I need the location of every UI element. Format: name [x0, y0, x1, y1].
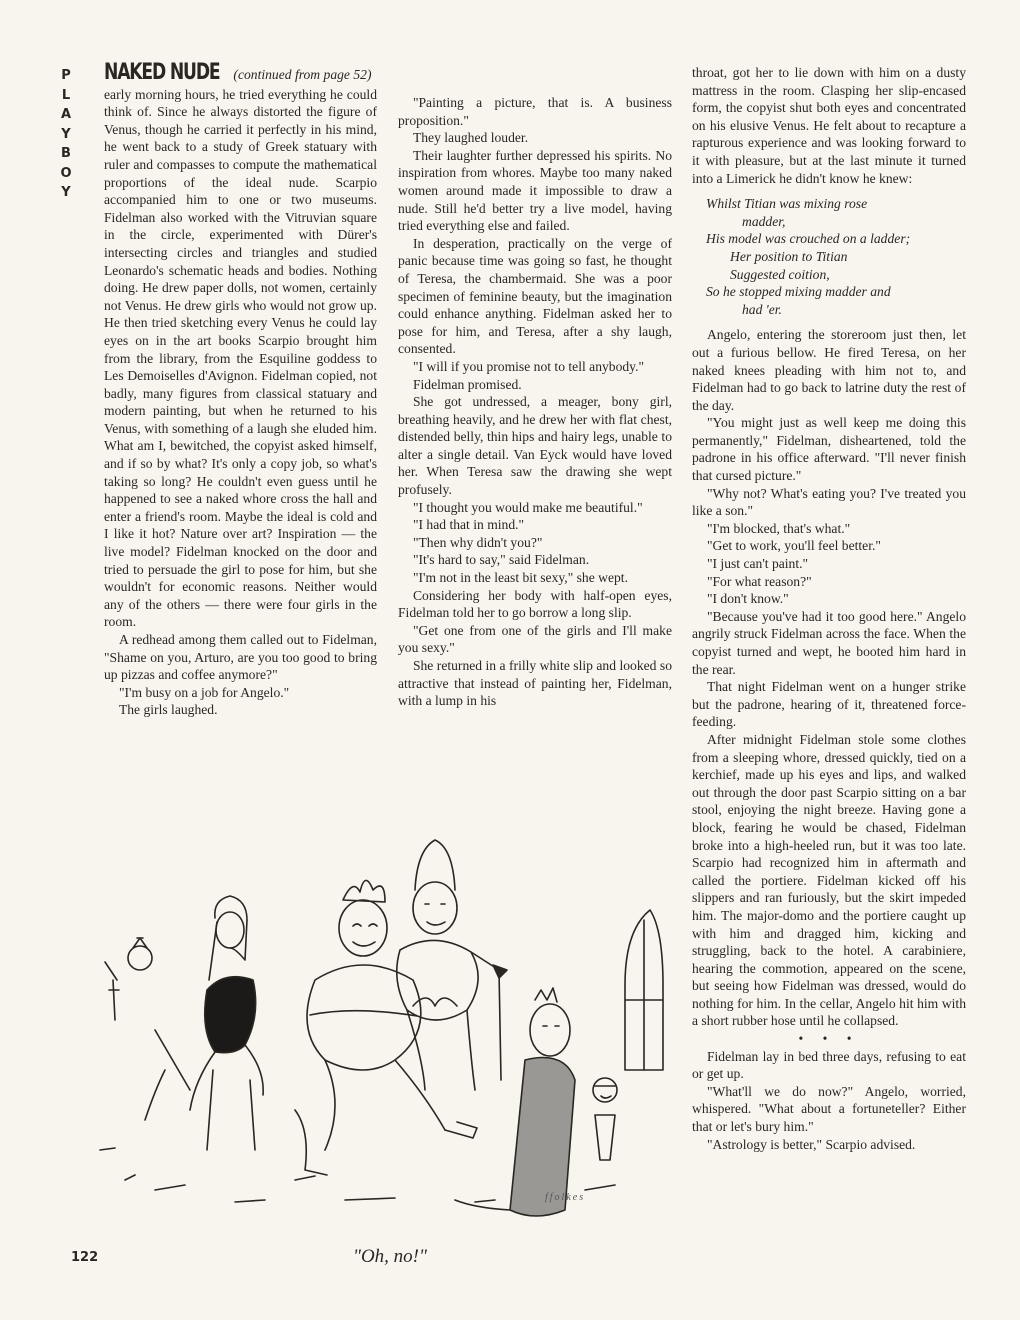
column-1	[104, 60, 377, 719]
tall-woman-figure	[397, 840, 507, 1090]
poem-line: Suggested coition,	[730, 266, 830, 282]
limerick	[706, 195, 966, 318]
article-header	[104, 60, 377, 85]
article-title: NAKED NUDE	[104, 60, 220, 85]
masthead-letter: B	[61, 146, 71, 161]
masthead	[55, 66, 77, 203]
cartoon-caption: "Oh, no!"	[352, 1246, 427, 1267]
masthead-letter: P	[61, 68, 71, 83]
column-2	[398, 94, 672, 710]
paragraph: "Then why didn't you?"	[412, 534, 543, 550]
paragraph: "Astrology is better," Scarpio advised.	[706, 1136, 916, 1152]
kneeling-figure	[455, 988, 575, 1216]
paragraph: The girls laughed.	[118, 702, 218, 718]
paragraph: "I had that in mind."	[412, 517, 525, 533]
small-figure	[593, 1078, 617, 1160]
poem-line: had 'er.	[742, 301, 782, 317]
poem-line: Her position to Titian	[730, 248, 848, 264]
paragraph: "Because you've had it too good here." Angelo angrily struck Fidelman across the face. When the copyist turned and wept, he booted him hard in the rear.	[692, 608, 966, 677]
paragraph: Fidelman promised.	[412, 376, 522, 392]
crowned-figure	[295, 880, 477, 1175]
cartoon-illustration	[95, 830, 665, 1235]
artist-signature: ffolkes	[545, 1192, 586, 1203]
paragraph: Angelo, entering the storeroom just then, let out a furious bellow. He fired Teresa, on her naked knees pleading with him not to, and Fidelman had to go back to latrine duty the rest of the day.	[692, 327, 966, 413]
masthead-letter: Y	[61, 185, 71, 200]
paragraph: "You might just as well keep me doing this permanently," Fidelman, disheartened, told the padrone in his office afterward. "I'll never finish that cursed picture."	[692, 415, 966, 484]
poem-line: So he stopped mixing madder and	[706, 284, 891, 300]
masthead-letter: Y	[61, 126, 71, 142]
paragraph: "I'm blocked, that's what."	[706, 520, 851, 536]
paragraph: "For what reason?"	[706, 573, 812, 589]
paragraph: "I don't know."	[706, 591, 789, 607]
paragraph: Fidelman lay in bed three days, refusing to eat or get up.	[692, 1048, 966, 1082]
paragraph: "Get one from one of the girls and I'll make you sexy."	[398, 622, 672, 656]
poem-line: Whilst Titian was mixing rose	[706, 196, 868, 212]
paragraph: They laughed louder.	[412, 130, 529, 146]
poem-line: His model was crouched on a ladder;	[706, 231, 911, 247]
column-3	[692, 64, 966, 1153]
masthead-letter: O	[60, 165, 72, 181]
paragraph: throat, got her to lie down with him on a dusty mattress in the room. Clasping her slip-encased form, the copyist shut both eyes and concentrated on his elusive Venus. He felt about to recapture a rapturous experience and was looking forward to it with pleasure, but at the last minute it turned into a Limerick he didn't know he knew:	[692, 65, 966, 186]
paragraph: "I will if you promise not to tell anybody."	[412, 358, 645, 374]
paragraph: A redhead among them called out to Fidelman, "Shame on you, Arturo, are you too good to bring up pizzas and coffee anymore?"	[104, 632, 377, 683]
paragraph: In desperation, practically on the verge of panic because time was going so fast, he thought of Teresa, the chambermaid. She was a poor specimen of feminine beauty, but the imagination could enhance anything. Fidelman asked her to pose for him, and Teresa, after a shy laugh, consented.	[398, 235, 672, 357]
masthead-letter: A	[60, 107, 72, 122]
paragraph: That night Fidelman went on a hunger strike but the padrone, hearing of it, threatened force-feeding.	[692, 679, 966, 730]
window-drawing	[625, 910, 663, 1070]
masthead-letter: L	[61, 87, 71, 103]
paragraph: "I'm busy on a job for Angelo."	[118, 684, 290, 700]
paragraph: "I thought you would make me beautiful."	[412, 499, 643, 515]
paragraph: "Why not? What's eating you? I've treated you like a son."	[692, 485, 966, 519]
page-number: 122	[71, 1250, 99, 1265]
paragraph: "I just can't paint."	[706, 556, 809, 572]
continued-note: (continued from page 52)	[233, 67, 372, 82]
paragraph: "Get to work, you'll feel better."	[706, 538, 881, 554]
paragraph: She returned in a frilly white slip and looked so attractive that instead of painting her, Fidelman, with a lump in his	[398, 658, 672, 709]
paragraph: "Painting a picture, that is. A business proposition."	[398, 95, 672, 128]
paragraph: "What'll we do now?" Angelo, worried, whispered. "What about a fortuneteller? Either that or let's bury him."	[692, 1083, 966, 1135]
poem-line: madder,	[742, 213, 786, 229]
paragraph: After midnight Fidelman stole some clothes from a sleeping whore, dressed quickly, tied on a kerchief, made up his eyes and lips, and walked out through the door past Scarpio sitting on a bar stool, enjoying the night breeze. Having gone a block, fearing he would be chased, Fidelman broke into a high-heeled run, but it was too late. Scarpio had recognized him in aftermath and called the portiere. Fidelman kicked off his slippers and ran furiously, but the skirt impeded him. The major-domo and the portiere caught up with him and dragged him, kicking and struggling, back to the hotel. A carabiniere, hearing the commotion, appeared on the scene, but seeing how Fidelman was dressed, would do nothing for him. In the cellar, Angelo hit him with a short rubber hose until he collapsed.	[692, 731, 966, 1029]
paragraph: "It's hard to say," said Fidelman.	[412, 552, 590, 568]
paragraph: "I'm not in the least bit sexy," she wept.	[412, 570, 628, 586]
paragraph: Their laughter further depressed his spirits. No inspiration from whores. Maybe too many naked women around made it impossible to draw a nude. Still he'd better try a live model, having tried everything else and failed.	[398, 147, 672, 234]
paragraph: early morning hours, he tried everything he could think of. Since he always distorted the figure of Venus, though he carried it perfectly in his mind, he went back to a study of Greek statuary with ruler and compasses to compute the mathematical proportions of the ideal nude. Scarpio accompanied him to one or two museums. Fidelman also worked with the Vitruvian square in the circle, experimented with Dürer's intersecting circles and triangles and studied Leonardo's schematic heads and bodies. Nothing doing. He drew paper dolls, not women, certainly not Venus. He drew girls who would not grow up. He then tried sketching every Venus he could lay eyes on in the art books Scarpio brought him from the library, from the Esquiline goddess to Les Demoiselles d'Avignon. Fidelman copied, not badly, many figures from classical statuary and modern painting, but when he returned to his Venus, with something of a laugh she eluded him. What am I, bewitched, the copyist asked himself, and if so by what? It's only a copy job, so what's taking so long? He couldn't even guess until he happened to see a naked whore cross the hall and enter a friend's room. Maybe the ideal is cold and I like it hot? Nature over art? Inspiration — the live model? Fidelman knocked on the door and tried to persuade the girl to pose for him, but she wouldn't for economic reasons. Neither would any of the others — there were four girls in the room.	[104, 86, 377, 630]
paragraph: Considering her body with half-open eyes, Fidelman told her to go borrow a long slip.	[398, 587, 672, 621]
lamp-drawing	[105, 938, 152, 1020]
girl-figure	[145, 896, 263, 1150]
section-separator: • • •	[798, 1031, 860, 1047]
paragraph: She got undressed, a meager, bony girl, breathing heavily, and he drew her with flat chest, distended belly, thin hips and hairy legs, unable to alter a single detail. Van Eyck would have loved her. When Teresa saw the drawing she wept profusely.	[398, 394, 672, 498]
